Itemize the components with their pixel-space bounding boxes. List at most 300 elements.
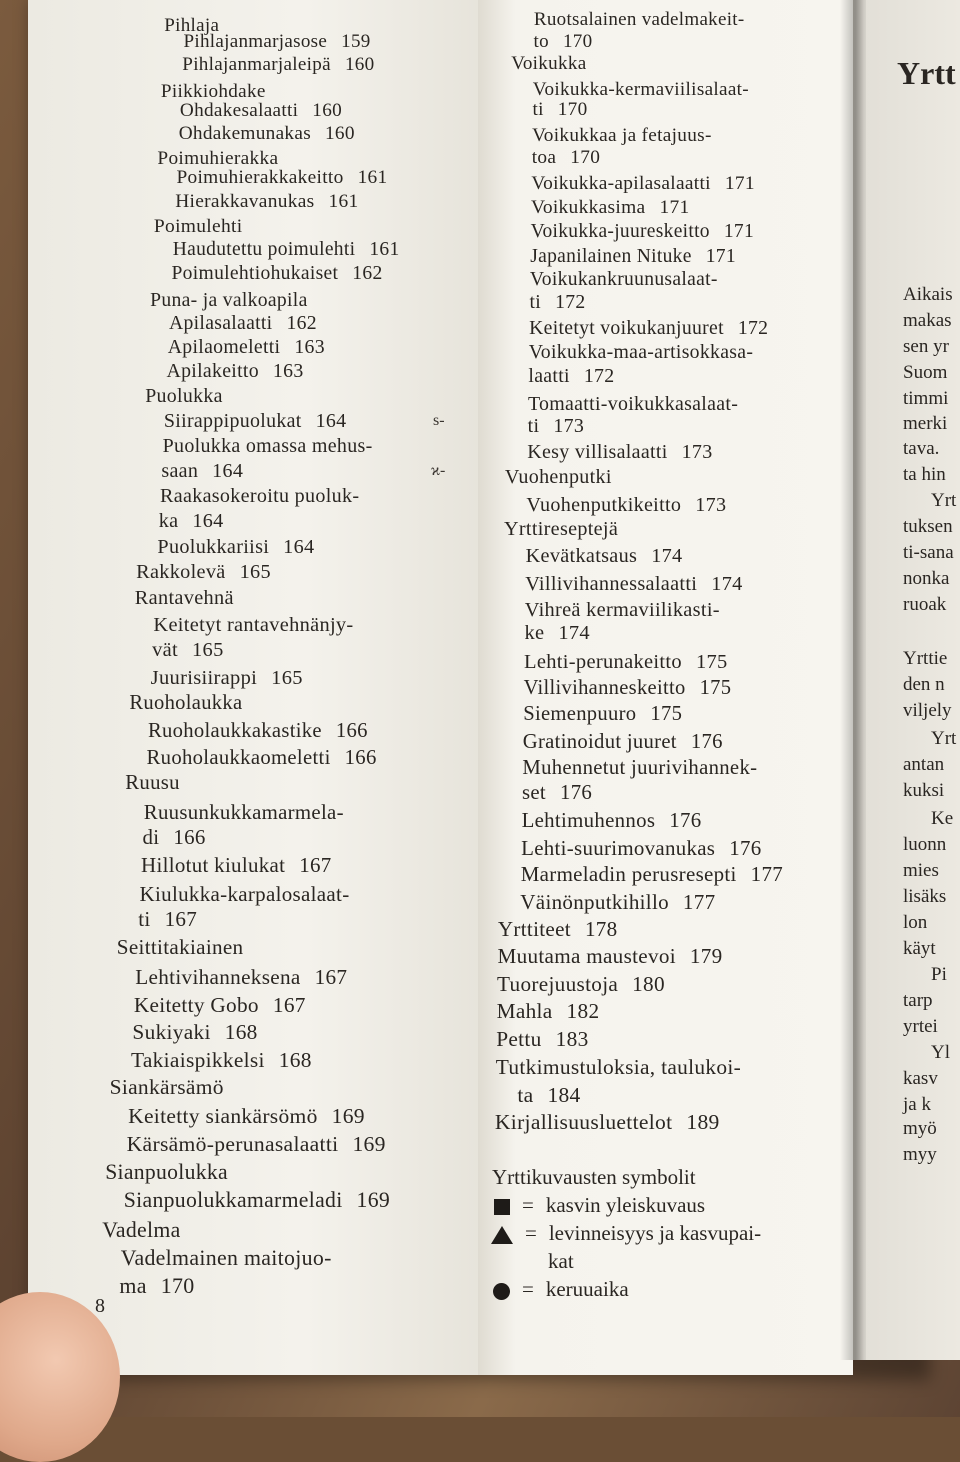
symbol-text: kat bbox=[548, 1249, 574, 1273]
next-page-line: kuksi bbox=[903, 780, 945, 801]
entry-text: Siirappipuolukat bbox=[163, 410, 302, 432]
index-entry bbox=[532, 98, 587, 122]
entry-page-number: 162 bbox=[352, 263, 383, 284]
entry-text: Ruusunkukkamarmela- bbox=[143, 800, 344, 824]
entry-text: set bbox=[521, 781, 546, 804]
entry-text: Voikukka-kermaviilisalaat- bbox=[532, 79, 749, 100]
index-entry bbox=[527, 440, 712, 464]
index-heading bbox=[117, 935, 244, 959]
next-page-line: merki bbox=[903, 413, 948, 434]
index-entry bbox=[124, 1188, 390, 1212]
entry-page-number: 173 bbox=[681, 441, 713, 463]
entry-page-number: 170 bbox=[160, 1273, 195, 1298]
symbol-row bbox=[491, 1221, 761, 1246]
entry-text: Voikukka-juureskeitto bbox=[530, 221, 710, 242]
entry-text: Takiaispikkelsi bbox=[130, 1048, 265, 1072]
entry-text: Lehtimuhennos bbox=[521, 808, 656, 832]
entry-text: Pettu bbox=[496, 1027, 542, 1051]
index-heading bbox=[497, 999, 600, 1023]
symbol-text: kasvin yleiskuvaus bbox=[545, 1193, 706, 1217]
entry-page-number: 161 bbox=[328, 191, 359, 212]
entry-text: Yrttireseptejä bbox=[504, 518, 619, 540]
entry-text: ka bbox=[158, 510, 179, 532]
index-entry bbox=[140, 882, 350, 906]
entry-text: Sianpuolukkamarmeladi bbox=[123, 1188, 343, 1212]
index-entry bbox=[180, 99, 342, 123]
index-entry bbox=[175, 190, 358, 214]
index-entry bbox=[153, 613, 353, 637]
entry-text: Keitetty siankärsömö bbox=[128, 1104, 318, 1128]
index-heading bbox=[154, 215, 243, 239]
entry-page-number: 176 bbox=[560, 781, 593, 804]
entry-text: Ruoholaukkakastike bbox=[147, 720, 322, 742]
entry-text: Siankärsämö bbox=[109, 1075, 224, 1099]
entry-page-number: 168 bbox=[278, 1048, 312, 1072]
next-page-line: Pi bbox=[931, 964, 947, 985]
entry-page-number: 160 bbox=[325, 123, 355, 144]
next-page-line: Yrt bbox=[931, 728, 957, 749]
index-entry bbox=[142, 825, 205, 849]
entry-page-number: 164 bbox=[192, 510, 224, 532]
entry-text: Ruoholaukka bbox=[129, 692, 243, 714]
entry-page-number: 176 bbox=[690, 731, 723, 753]
index-heading bbox=[105, 1160, 228, 1184]
index-entry bbox=[528, 392, 738, 416]
entry-page-number: 169 bbox=[331, 1104, 365, 1128]
index-entry bbox=[532, 146, 600, 170]
entry-text: Pihlaja bbox=[164, 15, 220, 36]
entry-page-number: 175 bbox=[699, 677, 732, 699]
entry-page-number: 184 bbox=[547, 1083, 581, 1107]
entry-page-number: 161 bbox=[369, 239, 400, 260]
index-entry bbox=[530, 268, 718, 292]
symbol-row bbox=[493, 1277, 629, 1302]
entry-page-number: 173 bbox=[553, 415, 585, 437]
entry-text: Kärsämö-perunasalaatti bbox=[126, 1132, 339, 1156]
entry-page-number: 167 bbox=[272, 993, 306, 1017]
index-entry bbox=[531, 196, 690, 220]
index-heading bbox=[496, 1027, 588, 1051]
index-entry bbox=[128, 1104, 365, 1128]
entry-page-number: 164 bbox=[315, 410, 347, 432]
entry-text: Ohdakesalaatti bbox=[179, 100, 299, 121]
index-entry bbox=[152, 638, 224, 662]
entry-text: Gratinoidut juuret bbox=[522, 731, 677, 753]
next-page-line: tava. bbox=[903, 438, 940, 459]
next-page-line: ta hin bbox=[903, 464, 946, 485]
entry-page-number: 162 bbox=[286, 312, 317, 334]
next-page-line: Suom bbox=[903, 362, 948, 383]
index-entry bbox=[134, 993, 306, 1017]
entry-text: to bbox=[533, 31, 549, 52]
index-entry bbox=[169, 311, 317, 335]
next-page-line: makas bbox=[903, 310, 952, 331]
entry-page-number: 175 bbox=[695, 651, 728, 673]
entry-text: Vuohenputki bbox=[504, 466, 612, 488]
entry-page-number: 182 bbox=[566, 999, 600, 1023]
entry-text: Marmeladin perusresepti bbox=[520, 862, 737, 886]
entry-text: Ohdakemunakas bbox=[178, 123, 311, 144]
index-entry bbox=[530, 245, 736, 269]
next-page-line: Yl bbox=[931, 1042, 950, 1063]
entry-page-number: 189 bbox=[686, 1110, 720, 1134]
index-entry bbox=[147, 746, 377, 770]
index-entry bbox=[517, 1083, 580, 1107]
index-heading bbox=[511, 52, 586, 76]
entry-text: Voikukka bbox=[511, 53, 587, 74]
next-page-line: luonn bbox=[903, 834, 947, 855]
index-heading bbox=[110, 1075, 224, 1099]
entry-text: Vuohenputkikeitto bbox=[526, 494, 682, 516]
entry-text: Voikukkaa ja fetajuus- bbox=[532, 125, 712, 146]
next-page-line: den n bbox=[903, 674, 945, 695]
entry-text: ti bbox=[527, 415, 540, 437]
symbols-title: Yrttikuvausten symbolit bbox=[492, 1165, 696, 1189]
entry-text: Vadelma bbox=[102, 1218, 181, 1242]
index-heading bbox=[504, 517, 618, 541]
entry-text: Hierakkavanukas bbox=[175, 191, 315, 212]
next-page-line: antan bbox=[903, 754, 945, 775]
next-page-line: Yrt bbox=[931, 490, 957, 511]
index-entry bbox=[524, 621, 589, 645]
entry-page-number: 179 bbox=[689, 944, 723, 968]
next-page-line: viljely bbox=[903, 700, 952, 721]
margin-mark: s- bbox=[433, 412, 445, 429]
entry-text: Muhennetut juurivihannek- bbox=[522, 757, 758, 779]
index-entry bbox=[534, 8, 745, 32]
entry-page-number: 166 bbox=[335, 720, 368, 742]
entry-page-number: 161 bbox=[357, 167, 388, 188]
entry-page-number: 171 bbox=[724, 173, 755, 194]
entry-text: Siemenpuuro bbox=[523, 703, 637, 725]
entry-page-number: 159 bbox=[341, 31, 371, 52]
entry-text: Vihreä kermaviilikasti- bbox=[524, 599, 720, 621]
entry-page-number: 165 bbox=[192, 639, 224, 661]
entry-text: Vadelmainen maitojuo- bbox=[120, 1246, 332, 1270]
index-heading bbox=[145, 384, 222, 408]
entry-text: Lehti-perunakeitto bbox=[524, 651, 682, 673]
index-heading bbox=[125, 771, 180, 795]
entry-text: Haudutettu poimulehti bbox=[172, 239, 356, 260]
index-entry bbox=[163, 434, 373, 458]
entry-text: Mahla bbox=[496, 999, 553, 1023]
index-heading bbox=[102, 1218, 180, 1242]
entry-page-number: 160 bbox=[312, 100, 343, 121]
index-entry bbox=[173, 238, 400, 262]
page-number: 8 bbox=[95, 1295, 105, 1317]
entry-text: Voikukka-maa-artisokkasa- bbox=[528, 341, 754, 363]
entry-text: Poimuhierakkakeitto bbox=[176, 167, 344, 188]
index-entry bbox=[528, 414, 585, 438]
next-page-line: sen yr bbox=[903, 336, 949, 357]
entry-text: Sukiyaki bbox=[132, 1020, 211, 1044]
symbol-row-continuation bbox=[548, 1249, 574, 1274]
index-entry bbox=[160, 484, 359, 508]
entry-page-number: 180 bbox=[632, 972, 665, 996]
entry-text: Tomaatti-voikukkasalaat- bbox=[527, 393, 739, 415]
entry-text: ta bbox=[517, 1083, 534, 1107]
index-heading bbox=[129, 691, 242, 715]
entry-text: Yrttiteet bbox=[497, 917, 571, 941]
next-page-line: myö bbox=[903, 1118, 937, 1139]
next-page-line: mies bbox=[903, 860, 939, 881]
entry-page-number: 172 bbox=[583, 365, 615, 387]
circle-icon bbox=[493, 1283, 510, 1300]
index-entry bbox=[182, 53, 374, 77]
entry-text: Ruotsalainen vadelmakeit- bbox=[533, 9, 745, 30]
entry-page-number: 167 bbox=[299, 853, 332, 877]
entry-text: Puolukka omassa mehus- bbox=[162, 435, 373, 457]
next-page-line: Ke bbox=[931, 808, 954, 829]
index-entry bbox=[523, 702, 682, 726]
entry-text: Puolukkariisi bbox=[157, 536, 270, 558]
entry-text: Keitetty Gobo bbox=[133, 993, 259, 1017]
index-entry bbox=[529, 340, 754, 364]
next-page-line: lisäks bbox=[903, 886, 947, 907]
index-entry bbox=[526, 493, 726, 517]
entry-page-number: 164 bbox=[283, 536, 315, 558]
index-entry bbox=[161, 459, 243, 483]
symbol-equals: = bbox=[522, 1277, 534, 1301]
entry-text: Seittitakiainen bbox=[116, 935, 244, 959]
index-heading bbox=[150, 288, 307, 312]
index-entry bbox=[531, 172, 754, 196]
entry-page-number: 170 bbox=[570, 147, 601, 168]
index-entry bbox=[164, 409, 347, 433]
next-page-line: käyt bbox=[903, 938, 936, 959]
index-entry bbox=[144, 800, 344, 824]
entry-text: Ruusu bbox=[125, 771, 180, 794]
entry-text: toa bbox=[531, 147, 557, 168]
symbol-text: keruuaika bbox=[545, 1277, 629, 1301]
entry-text: Puolukka bbox=[145, 385, 223, 407]
entry-text: Lehtivihanneksena bbox=[135, 965, 301, 989]
entry-text: ke bbox=[524, 622, 545, 644]
index-entry bbox=[534, 30, 593, 54]
entry-page-number: 163 bbox=[272, 360, 304, 382]
entry-text: saan bbox=[161, 460, 199, 482]
index-entry bbox=[148, 719, 368, 743]
index-heading bbox=[135, 586, 234, 610]
index-entry bbox=[159, 509, 224, 533]
entry-page-number: 171 bbox=[723, 221, 755, 242]
index-entry bbox=[522, 808, 702, 832]
index-entry bbox=[528, 364, 614, 388]
index-entry bbox=[526, 544, 683, 568]
entry-page-number: 178 bbox=[584, 917, 618, 941]
index-entry bbox=[166, 359, 303, 383]
entry-text: Voikukka-apilasalaatti bbox=[531, 173, 711, 194]
entry-page-number: 167 bbox=[164, 907, 198, 931]
index-entry bbox=[121, 1246, 332, 1270]
index-entry bbox=[529, 316, 768, 340]
entry-page-number: 171 bbox=[659, 197, 690, 218]
entry-text: Apilasalaatti bbox=[168, 312, 273, 334]
next-page-line: Aikais bbox=[903, 284, 953, 305]
entry-text: Villivihanneskeitto bbox=[523, 677, 686, 699]
entry-text: Kesy villisalaatti bbox=[527, 441, 668, 463]
next-page-line: lon bbox=[903, 912, 928, 933]
entry-text: Pihlajanmarjasose bbox=[183, 31, 328, 52]
entry-text: Kiulukka-karpalosalaat- bbox=[139, 882, 350, 906]
square-icon bbox=[494, 1199, 510, 1215]
entry-text: Voikukankruunusalaat- bbox=[529, 269, 718, 290]
entry-text: Kirjallisuusluettelot bbox=[494, 1110, 673, 1134]
entry-text: Villivihannessalaatti bbox=[525, 573, 698, 595]
index-heading bbox=[136, 560, 271, 584]
next-page-line: ruoak bbox=[903, 594, 947, 615]
entry-page-number: 176 bbox=[729, 836, 762, 860]
entry-page-number: 174 bbox=[558, 622, 590, 644]
next-page-line: Yrttie bbox=[903, 648, 948, 669]
next-page-line: tarp bbox=[903, 990, 933, 1011]
entry-page-number: 171 bbox=[705, 246, 736, 267]
entry-text: Raakasokeroitu puoluk- bbox=[160, 485, 360, 507]
entry-text: Keitetyt voikukanjuuret bbox=[529, 317, 724, 339]
index-entry bbox=[521, 862, 783, 886]
entry-text: Väinönputkihillo bbox=[520, 890, 669, 914]
entry-text: Ruoholaukkaomeletti bbox=[146, 747, 331, 769]
entry-page-number: 168 bbox=[224, 1020, 258, 1044]
entry-page-number: 183 bbox=[555, 1027, 589, 1051]
entry-page-number: 177 bbox=[682, 890, 716, 914]
symbol-equals: = bbox=[522, 1193, 534, 1217]
entry-text: di bbox=[142, 825, 160, 849]
entry-text: ti bbox=[138, 907, 151, 931]
entry-text: Keitetyt rantavehnänjy- bbox=[153, 614, 354, 636]
entry-text: Poimulehti bbox=[153, 216, 243, 237]
entry-text: vät bbox=[152, 639, 179, 661]
entry-page-number: 165 bbox=[239, 561, 271, 583]
entry-page-number: 175 bbox=[650, 703, 683, 725]
index-entry bbox=[522, 781, 592, 805]
index-entry bbox=[168, 335, 325, 359]
entry-page-number: 166 bbox=[344, 747, 377, 769]
entry-page-number: 169 bbox=[356, 1188, 391, 1212]
entry-text: Piikkiohdake bbox=[160, 81, 266, 102]
index-entry bbox=[135, 965, 347, 989]
entry-text: Tutkimustuloksia, taulukoi- bbox=[495, 1055, 742, 1079]
index-entry bbox=[141, 853, 332, 877]
entry-text: ma bbox=[119, 1273, 147, 1298]
entry-text: Poimuhierakka bbox=[157, 148, 279, 169]
index-heading bbox=[495, 1110, 720, 1134]
entry-text: Pihlajanmarjaleipä bbox=[182, 54, 331, 75]
symbol-row bbox=[494, 1193, 705, 1218]
index-heading bbox=[497, 944, 722, 968]
index-entry bbox=[522, 756, 757, 780]
entry-page-number: 176 bbox=[669, 808, 702, 832]
index-entry bbox=[179, 122, 355, 146]
index-entry bbox=[131, 1048, 312, 1072]
entry-page-number: 160 bbox=[344, 54, 375, 75]
book-spine bbox=[840, 0, 866, 1360]
entry-page-number: 170 bbox=[562, 31, 593, 52]
index-entry bbox=[119, 1274, 194, 1298]
entry-text: Poimulehtiohukaiset bbox=[171, 263, 339, 284]
next-page-line: kasv bbox=[903, 1068, 938, 1089]
index-heading bbox=[496, 1055, 741, 1079]
index-entry bbox=[531, 220, 754, 244]
entry-page-number: 173 bbox=[695, 494, 727, 516]
entry-text: Lehti-suurimovanukas bbox=[521, 836, 716, 860]
index-entry bbox=[525, 572, 742, 596]
index-entry bbox=[532, 124, 712, 148]
symbol-equals: = bbox=[525, 1221, 537, 1245]
index-entry bbox=[524, 676, 732, 700]
next-page-line: ti-sana bbox=[903, 542, 954, 563]
entry-text: Japanilainen Nituke bbox=[530, 246, 692, 267]
index-entry bbox=[132, 1020, 257, 1044]
entry-text: Puna- ja valkoapila bbox=[150, 289, 308, 311]
entry-page-number: 163 bbox=[294, 336, 325, 358]
entry-page-number: 164 bbox=[212, 460, 244, 482]
entry-text: Tuorejuustoja bbox=[497, 972, 619, 996]
index-entry bbox=[138, 907, 197, 931]
index-entry bbox=[523, 730, 723, 754]
entry-text: laatti bbox=[528, 365, 570, 387]
index-entry bbox=[520, 890, 715, 914]
next-page-line: tuksen bbox=[903, 516, 953, 537]
entry-text: Rakkolevä bbox=[136, 561, 226, 583]
index-heading bbox=[505, 465, 612, 489]
index-entry bbox=[525, 598, 720, 622]
entry-page-number: 167 bbox=[314, 965, 348, 989]
entry-page-number: 177 bbox=[750, 862, 784, 886]
entry-text: Kevätkatsaus bbox=[525, 545, 638, 567]
margin-mark: ϰ- bbox=[431, 462, 446, 479]
entry-text: Juurisiirappi bbox=[150, 667, 258, 689]
entry-page-number: 172 bbox=[555, 291, 586, 313]
entry-text: ti bbox=[532, 99, 544, 120]
entry-text: ti bbox=[529, 291, 542, 313]
entry-page-number: 174 bbox=[651, 545, 683, 567]
next-page-line: nonka bbox=[903, 568, 950, 589]
index-entry bbox=[171, 262, 382, 286]
entry-page-number: 174 bbox=[711, 573, 743, 595]
entry-text: Voikukkasima bbox=[530, 197, 646, 218]
index-entry bbox=[183, 30, 370, 54]
entry-page-number: 170 bbox=[557, 99, 588, 120]
index-heading bbox=[497, 972, 665, 996]
entry-text: Muutama maustevoi bbox=[497, 944, 676, 968]
index-entry bbox=[127, 1132, 386, 1156]
next-page-line: yrtei bbox=[903, 1016, 938, 1037]
index-entry bbox=[521, 836, 761, 860]
entry-page-number: 165 bbox=[271, 667, 303, 689]
entry-text: Apilakeitto bbox=[166, 360, 259, 382]
entry-text: Apilaomeletti bbox=[167, 336, 281, 358]
entry-page-number: 169 bbox=[352, 1132, 386, 1156]
entry-page-number: 166 bbox=[173, 825, 206, 849]
entry-page-number: 172 bbox=[737, 317, 769, 339]
index-heading bbox=[498, 917, 618, 941]
next-page-line: myy bbox=[903, 1144, 937, 1165]
triangle-icon bbox=[491, 1226, 513, 1244]
next-page-line: timmi bbox=[903, 388, 949, 409]
next-page-line: ja k bbox=[903, 1094, 931, 1115]
entry-text: Hillotut kiulukat bbox=[141, 853, 286, 877]
index-entry bbox=[524, 650, 728, 674]
entry-text: Rantavehnä bbox=[134, 587, 234, 609]
next-page-heading: Yrtt bbox=[897, 55, 956, 91]
index-entry bbox=[530, 290, 586, 314]
index-entry bbox=[151, 666, 303, 690]
index-entry bbox=[157, 535, 314, 559]
index-entry bbox=[176, 166, 387, 190]
entry-text: Sianpuolukka bbox=[105, 1160, 228, 1184]
symbol-text: levinneisyys ja kasvupai- bbox=[548, 1221, 762, 1245]
